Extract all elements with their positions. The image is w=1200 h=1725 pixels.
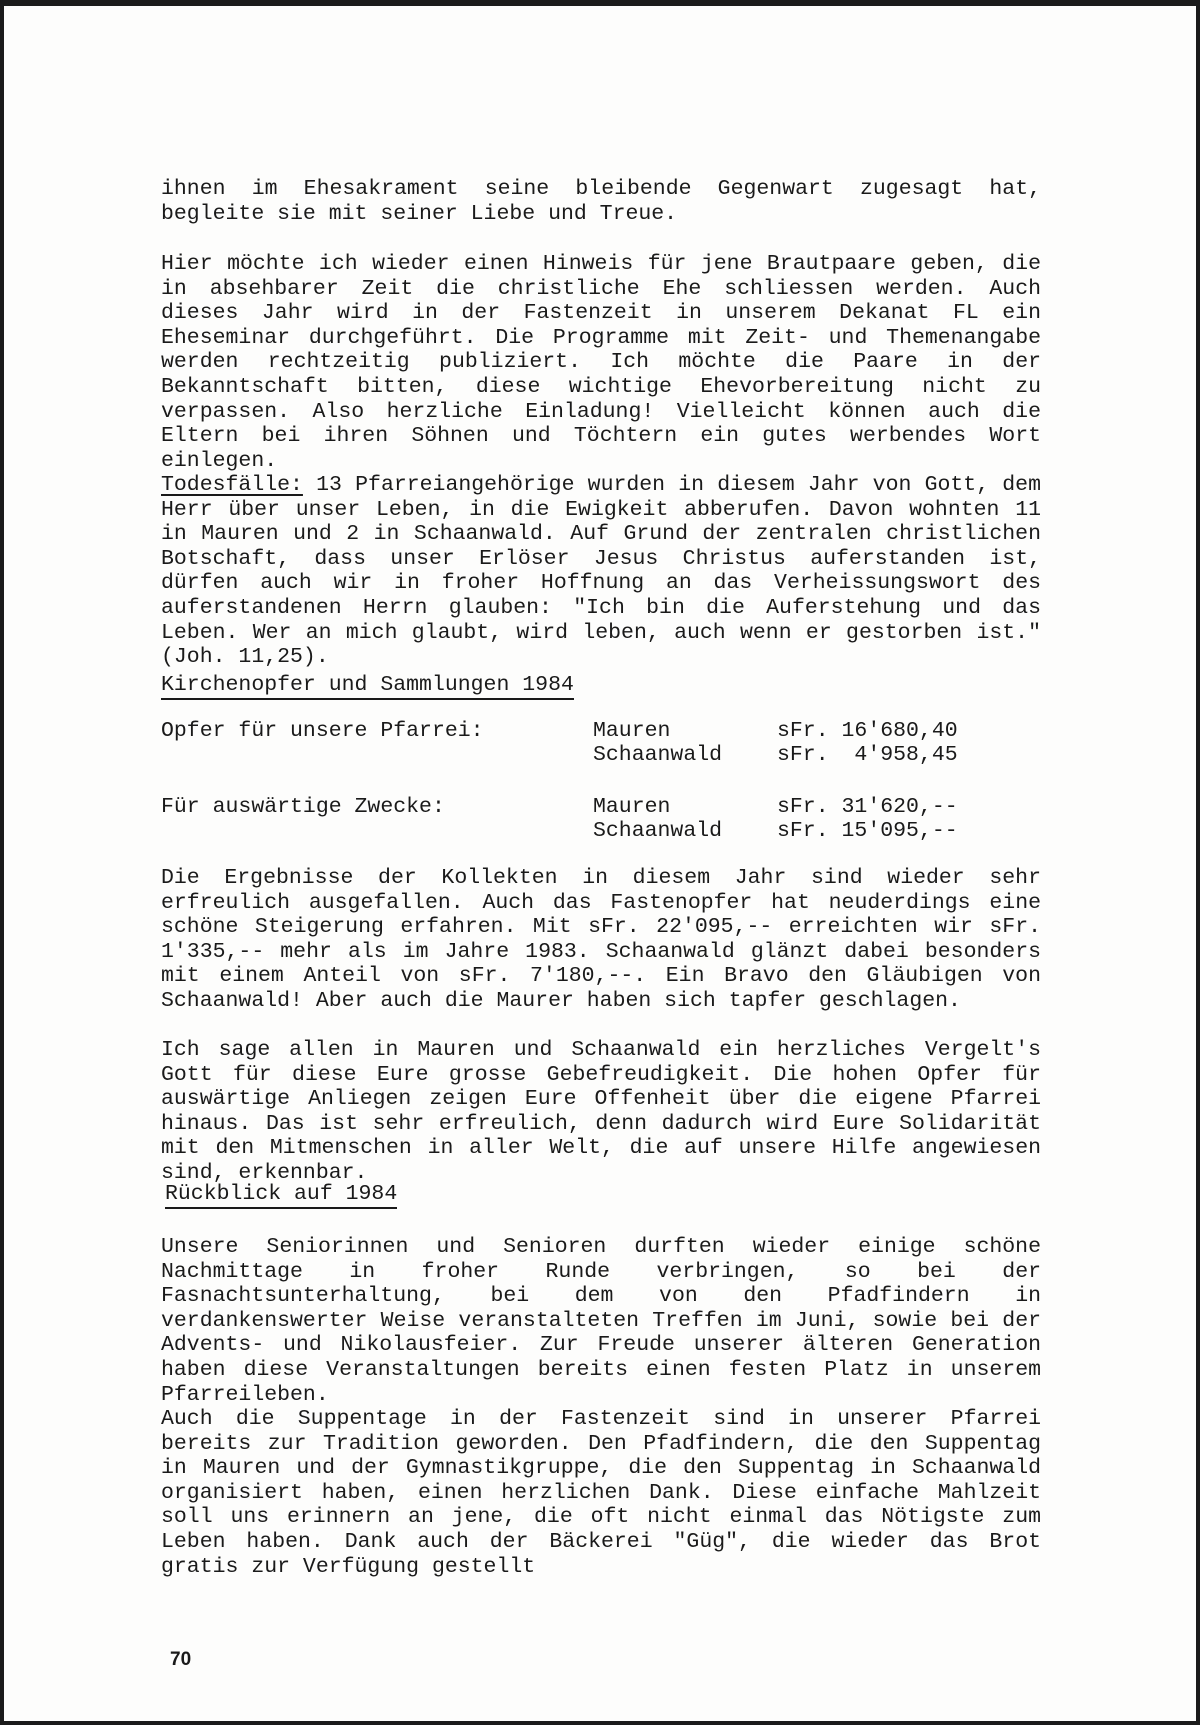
opfer-group-pfarrei: [161, 719, 1021, 771]
opfer-group-label: Für auswärtige Zwecke:: [161, 795, 445, 819]
opfer-amount: sFr. 31'620,--: [777, 795, 958, 819]
todesfaelle-text: 13 Pfarreiangehörige wurden in diesem Jahr von Gott, dem Herr über unser Leben, in die Ewigkeit abberufen. Davon wohnten 11 in Mauren und 2 in Schaanwald. Auf Grund der zentralen christlichen Botschaft, dass unser Erlöser Jesus Christus auferstanden ist, dürfen auch wir in froher Hoffnung an das Verheissungswort des auferstandenen Herrn glauben: "Ich bin die Auferstehung und das Leben. Wer an mich glaubt, wird leben, auch wenn er gestorben ist." (Joh. 11,25).: [161, 473, 1041, 670]
opfer-place: Mauren: [593, 795, 671, 819]
senioren-paragraph: Unsere Seniorinnen und Senioren durften wieder einige schöne Nachmittage in froher Runde verbringen, so bei der Fasnachtsunterhaltung, bei dem von den Pfadfindern in verdankenswerter Weise veranstalteten Treffen im Juni, sowie bei der Advents- und Nikolausfeier. Zur Freude unserer älteren Generation haben diese Veranstaltungen bereits einen festen Platz in unserem Pfarreileben.: [161, 1235, 1041, 1407]
scan-border-left: [0, 0, 4, 1725]
dank-paragraph: Ich sage allen in Mauren und Schaanwald ein herzliches Vergelt's Gott für diese Eure grosse Gebefreudigkeit. Die hohen Opfer für auswärtige Anliegen zeigen Eure Offenheit über die eigene Pfarrei hinaus. Das ist sehr erfreulich, denn dadurch wird Eure Solidarität mit den Mitmenschen in aller Welt, die auf unsere Hilfe angewiesen sind, erkennbar.: [161, 1038, 1041, 1185]
opfer-group-label: Opfer für unsere Pfarrei:: [161, 719, 484, 743]
todesfaelle-heading: Todesfälle:: [161, 473, 303, 497]
opfer-place: Schaanwald: [593, 819, 723, 843]
opfer-amount: sFr. 4'958,45: [777, 743, 958, 767]
opfer-group-auswaertig: [161, 795, 1021, 847]
scan-border-top: [0, 0, 1200, 6]
opfer-amount: sFr. 15'095,--: [777, 819, 958, 843]
intro-paragraph: ihnen im Ehesakrament seine bleibende Gegenwart zugesagt hat, begleite sie mit seiner Liebe und Treue.: [161, 177, 1041, 226]
opfer-place: Mauren: [593, 719, 671, 743]
rueckblick-heading: Rückblick auf 1984: [165, 1182, 397, 1209]
todesfaelle-paragraph: [161, 473, 1041, 670]
opfer-place: Schaanwald: [593, 743, 723, 767]
kirchenopfer-heading: Kirchenopfer und Sammlungen 1984: [161, 673, 574, 700]
scan-border-right: [1196, 0, 1200, 1725]
kollekten-ergebnisse-paragraph: Die Ergebnisse der Kollekten in diesem Jahr sind wieder sehr erfreulich ausgefallen. Auch das Fastenopfer hat neuderdings eine schöne Steigerung erfahren. Mit sFr. 22'095,-- erreichten wir sFr. 1'335,-- mehr als im Jahre 1983. Schaanwald glänzt dabei besonders mit einem Anteil von sFr. 7'180,--. Ein Bravo den Gläubigen von Schaanwald! Aber auch die Maurer haben sich tapfer geschlagen.: [161, 866, 1041, 1013]
eheseminar-paragraph: Hier möchte ich wieder einen Hinweis für jene Brautpaare geben, die in absehbarer Zeit die christliche Ehe schliessen werden. Auch dieses Jahr wird in der Fastenzeit in unserem Dekanat FL ein Eheseminar durchgeführt. Die Programme mit Zeit- und Themenangabe werden rechtzeitig publiziert. Ich möchte die Paare in der Bekanntschaft bitten, diese wichtige Ehevorbereitung nicht zu verpassen. Also herzliche Einladung! Vielleicht können auch die Eltern bei ihren Söhnen und Töchtern ein gutes werbendes Wort einlegen.: [161, 252, 1041, 473]
scan-border-bottom: [0, 1721, 1200, 1725]
suppentage-paragraph: Auch die Suppentage in der Fastenzeit sind in unserer Pfarrei bereits zur Tradition geworden. Den Pfadfindern, die den Suppentag in Mauren und der Gymnastikgruppe, die den Suppentag in Schaanwald organisiert haben, einen herzlichen Dank. Diese einfache Mahlzeit soll uns erinnern an jene, die oft nicht einmal das Nötigste zum Leben haben. Dank auch der Bäckerei "Güg", die wieder das Brot gratis zur Verfügung gestellt: [161, 1407, 1041, 1579]
opfer-amount: sFr. 16'680,40: [777, 719, 958, 743]
page-number: 70: [170, 1649, 192, 1670]
